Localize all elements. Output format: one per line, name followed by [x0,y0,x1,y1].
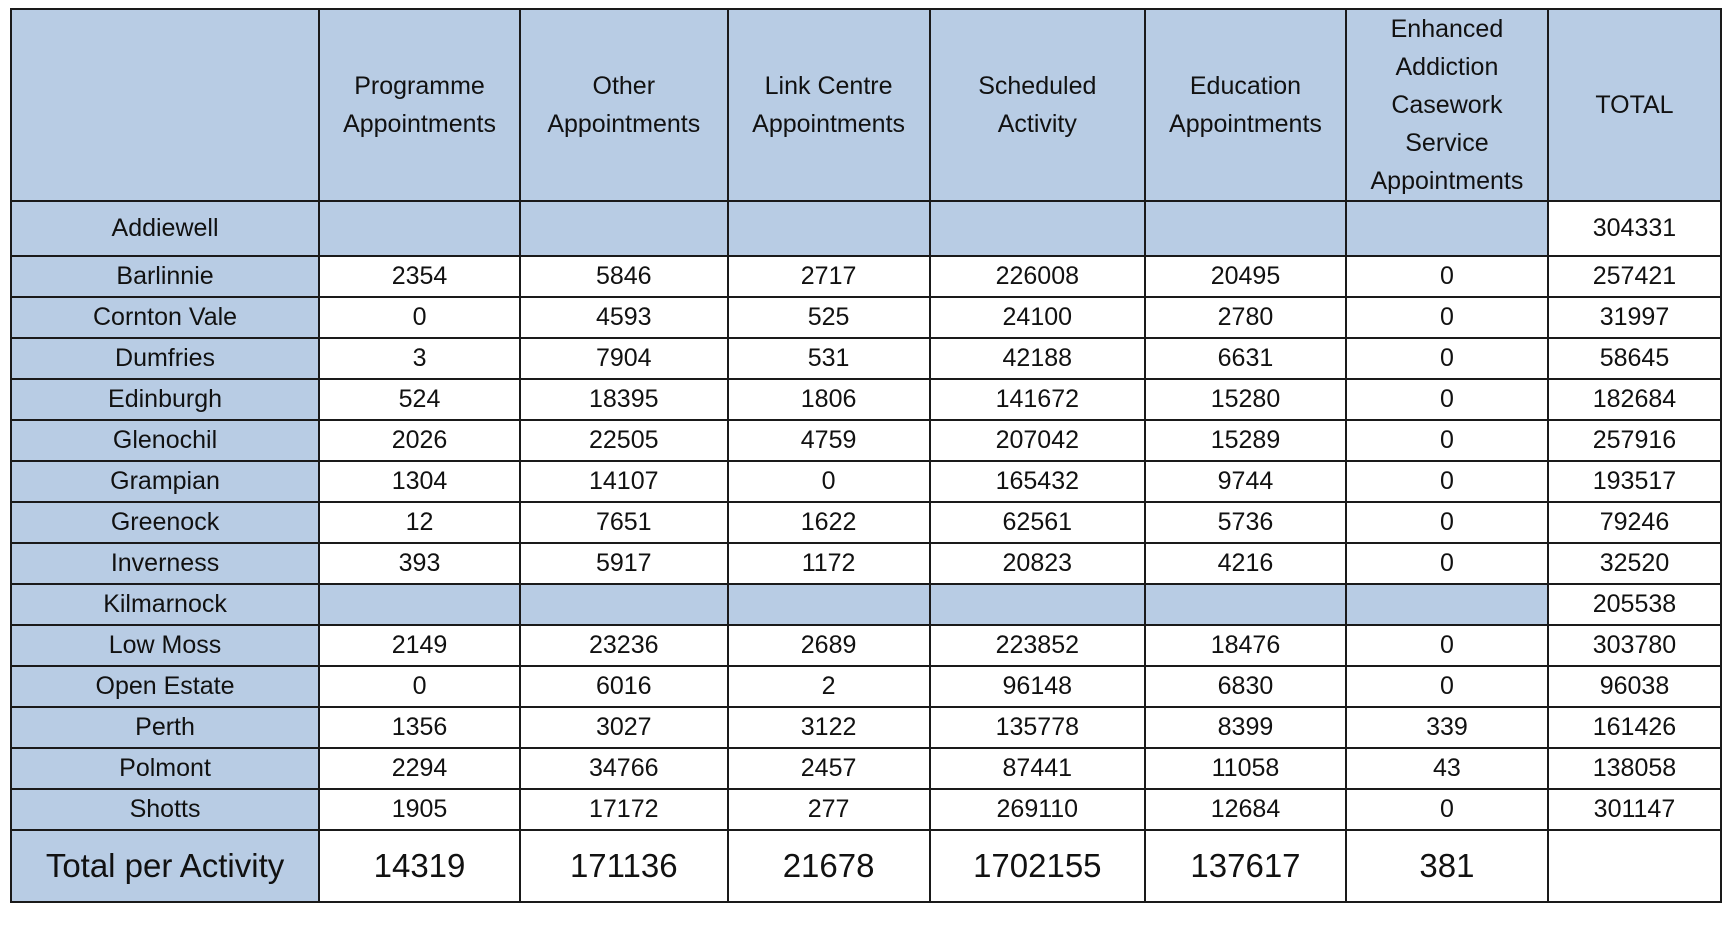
value-cell-total: 205538 [1548,584,1721,625]
value-cell-programme: 524 [319,379,520,420]
blank-cell [930,201,1145,256]
value-cell-enhanced: 0 [1346,338,1548,379]
value-cell-other: 7651 [520,502,728,543]
table-body [11,201,1721,830]
value-cell-education: 20495 [1145,256,1346,297]
value-cell-education: 2780 [1145,297,1346,338]
row-label: Greenock [11,502,319,543]
value-cell-link-centre: 1806 [728,379,930,420]
column-header-line: Other [592,72,656,100]
blank-cell [728,584,930,625]
value-cell-scheduled: 96148 [930,666,1145,707]
value-cell-scheduled: 87441 [930,748,1145,789]
value-cell-education: 4216 [1145,543,1346,584]
table-row [11,502,1721,543]
value-cell-other: 17172 [520,789,728,830]
value-cell-other: 5846 [520,256,728,297]
table-row [11,584,1721,625]
blank-cell [319,201,520,256]
value-cell-total: 257421 [1548,256,1721,297]
value-cell-link-centre: 531 [728,338,930,379]
value-cell-link-centre: 2457 [728,748,930,789]
row-label: Grampian [11,461,319,502]
value-cell-programme: 0 [319,666,520,707]
column-header-line: Education [1189,72,1302,100]
table-row [11,297,1721,338]
value-cell-education: 11058 [1145,748,1346,789]
table-row [11,748,1721,789]
blank-cell [930,584,1145,625]
value-cell-total: 79246 [1548,502,1721,543]
row-label: Kilmarnock [11,584,319,625]
column-header-enhanced [1346,9,1548,201]
table-row [11,461,1721,502]
column-header-scheduled [930,9,1145,201]
value-cell-enhanced: 0 [1346,502,1548,543]
value-cell-education: 6631 [1145,338,1346,379]
value-cell-other: 14107 [520,461,728,502]
value-cell-programme: 2149 [319,625,520,666]
blank-cell [319,584,520,625]
row-label: Glenochil [11,420,319,461]
row-label: Low Moss [11,625,319,666]
column-header-education [1145,9,1346,201]
row-label: Addiewell [11,201,319,256]
row-label: Polmont [11,748,319,789]
value-cell-link-centre: 0 [728,461,930,502]
value-cell-total: 161426 [1548,707,1721,748]
value-cell-total: 301147 [1548,789,1721,830]
value-cell-total: 31997 [1548,297,1721,338]
value-cell-scheduled: 269110 [930,789,1145,830]
activity-table [10,8,1722,903]
totals-row-label: Total per Activity [11,830,319,902]
table-row [11,543,1721,584]
value-cell-education: 5736 [1145,502,1346,543]
column-header-line: Appointments [343,110,496,138]
value-cell-scheduled: 223852 [930,625,1145,666]
column-header-line: Appointments [1370,167,1524,195]
row-label: Edinburgh [11,379,319,420]
blank-cell [1145,584,1346,625]
blank-cell [1145,201,1346,256]
value-cell-other: 6016 [520,666,728,707]
column-header-line: Activity [997,110,1077,138]
value-cell-link-centre: 2689 [728,625,930,666]
value-cell-link-centre: 2717 [728,256,930,297]
value-cell-scheduled: 141672 [930,379,1145,420]
value-cell-other: 5917 [520,543,728,584]
table-row [11,625,1721,666]
value-cell-programme: 12 [319,502,520,543]
value-cell-enhanced: 0 [1346,256,1548,297]
value-cell-enhanced: 0 [1346,297,1548,338]
value-cell-programme: 3 [319,338,520,379]
value-cell-total: 303780 [1548,625,1721,666]
value-cell-total: 182684 [1548,379,1721,420]
row-label: Dumfries [11,338,319,379]
column-header-line: Enhanced [1390,15,1504,43]
value-cell-total: 138058 [1548,748,1721,789]
value-cell-programme: 0 [319,297,520,338]
value-cell-scheduled: 62561 [930,502,1145,543]
table-row [11,338,1721,379]
total-cell-total [1548,830,1721,902]
value-cell-education: 8399 [1145,707,1346,748]
value-cell-total: 257916 [1548,420,1721,461]
row-label: Cornton Vale [11,297,319,338]
column-header-programme [319,9,520,201]
value-cell-education: 18476 [1145,625,1346,666]
value-cell-programme: 1304 [319,461,520,502]
column-header-other [520,9,728,201]
total-cell-education: 137617 [1145,830,1346,902]
column-header-line: Appointments [752,110,906,138]
column-header-link-centre [728,9,930,201]
table-row [11,420,1721,461]
value-cell-other: 22505 [520,420,728,461]
column-header-line: Link Centre [764,72,893,100]
value-cell-link-centre: 3122 [728,707,930,748]
value-cell-other: 18395 [520,379,728,420]
value-cell-education: 6830 [1145,666,1346,707]
value-cell-programme: 2294 [319,748,520,789]
total-cell-enhanced: 381 [1346,830,1548,902]
column-header-line: Appointments [1169,110,1322,138]
row-label: Shotts [11,789,319,830]
value-cell-total: 96038 [1548,666,1721,707]
column-header-line: TOTAL [1595,91,1674,119]
row-label: Inverness [11,543,319,584]
value-cell-scheduled: 42188 [930,338,1145,379]
column-header-line: Programme [354,72,485,100]
total-cell-other: 171136 [520,830,728,902]
value-cell-programme: 2026 [319,420,520,461]
corner-cell [11,9,319,201]
value-cell-education: 9744 [1145,461,1346,502]
value-cell-enhanced: 0 [1346,379,1548,420]
value-cell-link-centre: 4759 [728,420,930,461]
row-label: Barlinnie [11,256,319,297]
column-header-line: Scheduled [978,72,1097,100]
column-header-line: Service [1405,129,1489,157]
value-cell-enhanced: 0 [1346,666,1548,707]
blank-cell [728,201,930,256]
value-cell-enhanced: 0 [1346,625,1548,666]
value-cell-enhanced: 0 [1346,543,1548,584]
table-row [11,379,1721,420]
total-cell-programme: 14319 [319,830,520,902]
value-cell-other: 23236 [520,625,728,666]
blank-cell [520,584,728,625]
row-label: Open Estate [11,666,319,707]
value-cell-programme: 393 [319,543,520,584]
table-row [11,666,1721,707]
value-cell-scheduled: 226008 [930,256,1145,297]
value-cell-programme: 1905 [319,789,520,830]
column-header-total [1548,9,1721,201]
header-row [11,9,1721,201]
value-cell-scheduled: 24100 [930,297,1145,338]
value-cell-total: 58645 [1548,338,1721,379]
value-cell-link-centre: 1622 [728,502,930,543]
column-header-line: Appointments [547,110,701,138]
row-label: Perth [11,707,319,748]
blank-cell [520,201,728,256]
value-cell-other: 7904 [520,338,728,379]
value-cell-total: 32520 [1548,543,1721,584]
value-cell-scheduled: 20823 [930,543,1145,584]
value-cell-enhanced: 339 [1346,707,1548,748]
value-cell-enhanced: 0 [1346,420,1548,461]
table-row [11,256,1721,297]
value-cell-total: 193517 [1548,461,1721,502]
value-cell-other: 34766 [520,748,728,789]
value-cell-other: 4593 [520,297,728,338]
value-cell-other: 3027 [520,707,728,748]
value-cell-programme: 1356 [319,707,520,748]
value-cell-scheduled: 135778 [930,707,1145,748]
value-cell-education: 15289 [1145,420,1346,461]
table-row [11,707,1721,748]
column-header-line: Addiction [1395,53,1499,81]
value-cell-education: 15280 [1145,379,1346,420]
value-cell-link-centre: 525 [728,297,930,338]
table-row [11,201,1721,256]
value-cell-scheduled: 165432 [930,461,1145,502]
column-header-line: Casework [1391,91,1503,119]
value-cell-enhanced: 43 [1346,748,1548,789]
value-cell-education: 12684 [1145,789,1346,830]
blank-cell [1346,584,1548,625]
value-cell-link-centre: 2 [728,666,930,707]
value-cell-scheduled: 207042 [930,420,1145,461]
blank-cell [1346,201,1548,256]
value-cell-link-centre: 1172 [728,543,930,584]
total-cell-link-centre: 21678 [728,830,930,902]
totals-row [11,830,1721,902]
value-cell-programme: 2354 [319,256,520,297]
value-cell-enhanced: 0 [1346,461,1548,502]
table-row [11,789,1721,830]
value-cell-enhanced: 0 [1346,789,1548,830]
total-cell-scheduled: 1702155 [930,830,1145,902]
value-cell-total: 304331 [1548,201,1721,256]
value-cell-link-centre: 277 [728,789,930,830]
